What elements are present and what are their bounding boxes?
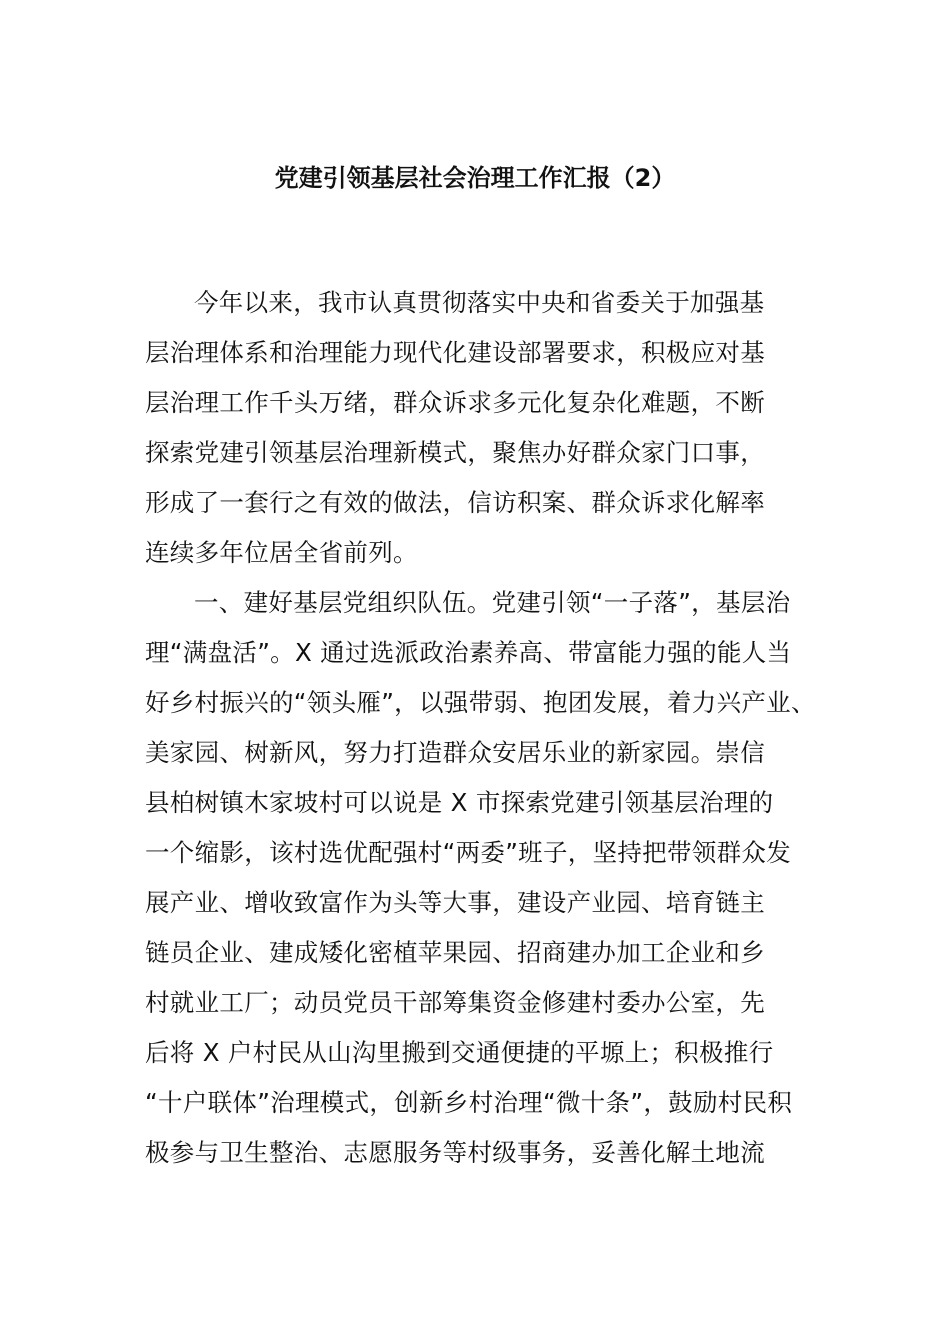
paragraph-line: 后将 X 户村民从山沟里搬到交通便捷的平塬上；积极推行 — [145, 1038, 774, 1067]
paragraph-line: 展产业、增收致富作为头等大事，建设产业园、培育链主 — [145, 888, 765, 917]
paragraph-line: 链员企业、建成矮化密植苹果园、招商建办加工企业和乡 — [145, 938, 765, 967]
paragraph-line: 村就业工厂；动员党员干部筹集资金修建村委办公室，先 — [145, 988, 765, 1017]
paragraph-line: 一个缩影，该村选优配强村“两委”班子，坚持把带领群众发 — [145, 838, 791, 867]
paragraph-line: 极参与卫生整治、志愿服务等村级事务，妥善化解土地流 — [145, 1138, 765, 1167]
paragraph-line: 好乡村振兴的“领头雁”，以强带弱、抱团发展，着力兴产业、 — [145, 688, 816, 717]
paragraph-line: 层治理工作千头万绪，群众诉求多元化复杂化难题，不断 — [145, 388, 765, 417]
document-title: 党建引领基层社会治理工作汇报（2） — [274, 164, 676, 192]
section-heading-line: 一、建好基层党组织队伍。党建引领“一子落”，基层治 — [194, 588, 791, 617]
paragraph-line: 探索党建引领基层治理新模式，聚焦办好群众家门口事， — [145, 438, 765, 467]
paragraph-line: 连续多年位居全省前列。 — [145, 538, 418, 567]
paragraph-line: 县柏树镇木家坡村可以说是 X 市探索党建引领基层治理的 — [145, 788, 774, 817]
paragraph-line: 今年以来，我市认真贯彻落实中央和省委关于加强基 — [194, 288, 765, 317]
paragraph-line: “十户联体”治理模式，创新乡村治理“微十条”，鼓励村民积 — [145, 1088, 793, 1117]
paragraph-line: 层治理体系和治理能力现代化建设部署要求，积极应对基 — [145, 338, 765, 367]
paragraph-line: 形成了一套行之有效的做法，信访积案、群众诉求化解率 — [145, 488, 765, 517]
document-body — [145, 278, 816, 1178]
paragraph-line: 美家园、树新风，努力打造群众安居乐业的新家园。崇信 — [145, 738, 765, 767]
paragraph-line: 理“满盘活”。X 通过选派政治素养高、带富能力强的能人当 — [145, 638, 792, 667]
